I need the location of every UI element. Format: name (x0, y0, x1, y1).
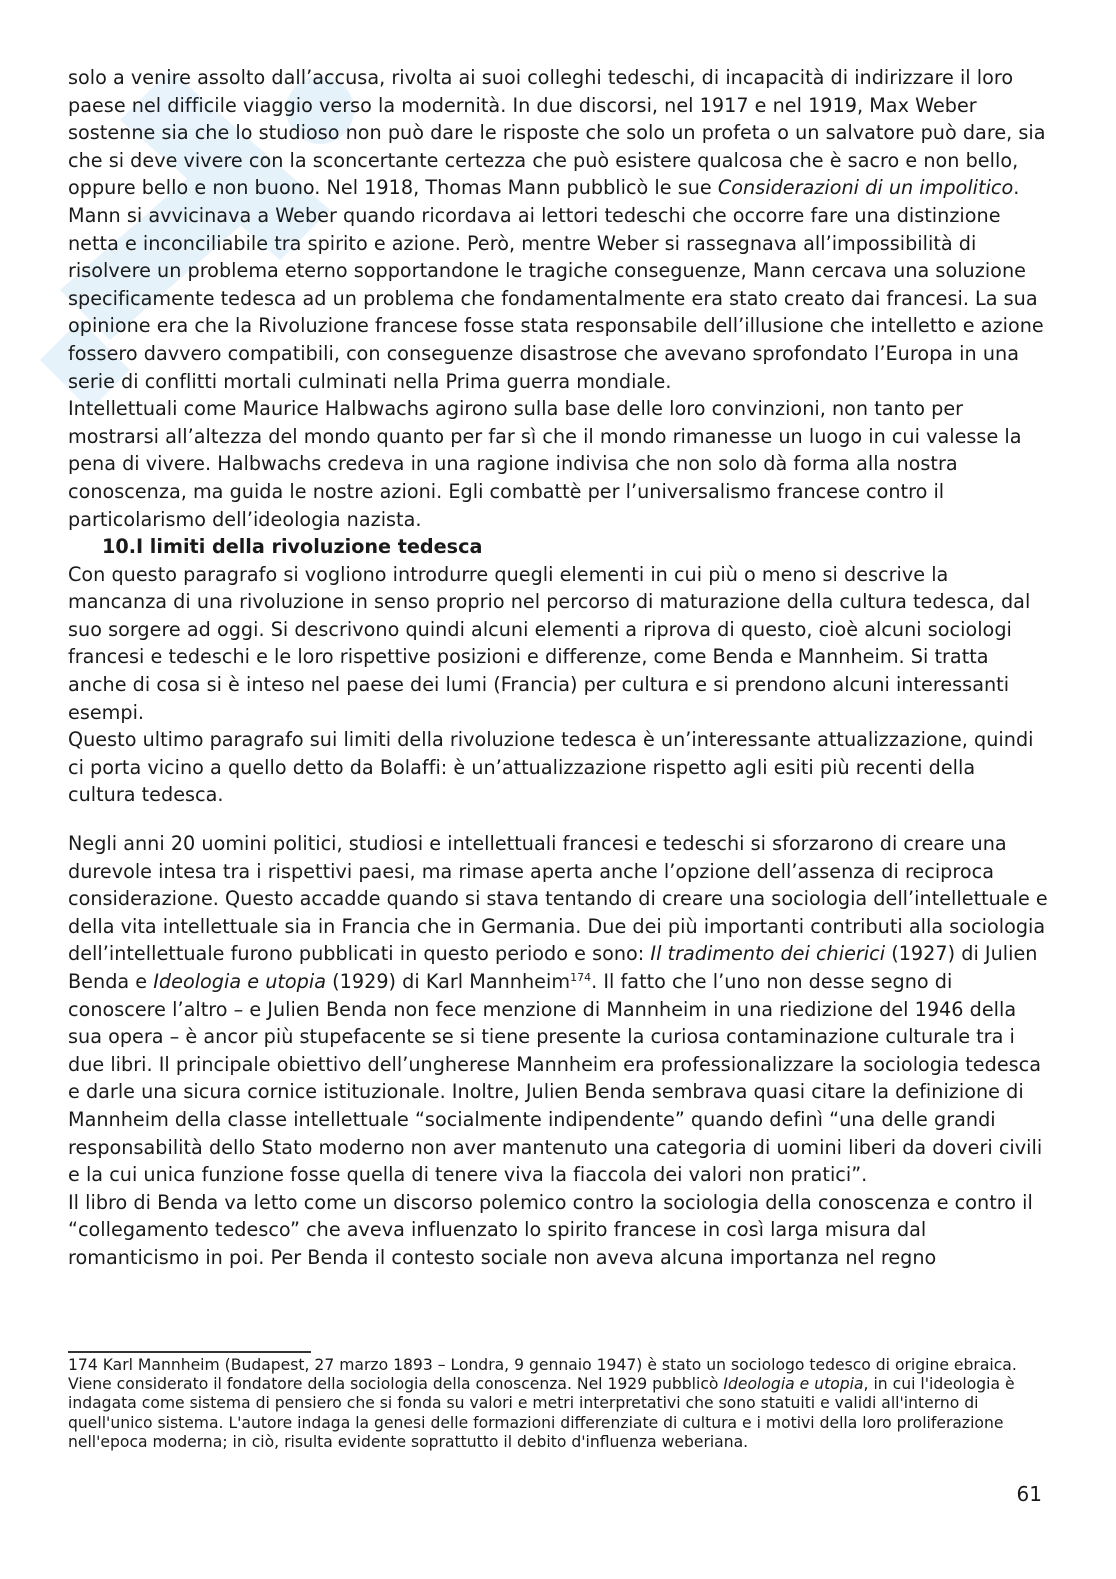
footnote-reference[interactable]: 174 (570, 971, 592, 984)
paragraph-text: Negli anni 20 uomini politici, studiosi e intellettuali francesi e tedeschi si sforzarono di creare una durevole intesa tra i rispettivi paesi, ma rimase aperta anche l’opzione dell’assenza di reciproca considerazione. Questo accadde quando si stava tentando di creare una sociologia dell’intellettuale e della vita intellettuale sia in Francia che in Germania. Due dei più importanti contributi alla sociologia dell’intellettuale furono pubblicati in questo periodo e sono: (68, 832, 1048, 966)
paragraph-actualization: Questo ultimo paragrafo sui limiti della rivoluzione tedesca è un’interessante attualizzazione, quindi ci porta vicino a quello detto da Bolaffi: è un’attualizzazione rispetto agli esiti più recenti della cultura tedesca. (68, 728, 1034, 807)
paragraph-gap (68, 809, 1048, 830)
paragraph-text: . Il fatto che l’uno non desse segno di conoscere l’altro – e Julien Benda non fece menzione di Mannheim in una riedizione del 1946 della sua opera – è ancor più stupefacente se si tiene presente la curiosa contaminazione culturale tra i due libri. Il principale obiettivo dell’ungherese Mannheim era professionalizzare la sociologia tedesca e darle una sicura cornice istituzionale. Inoltre, Julien Benda sembrava quasi citare la definizione di Mannheim della classe intellettuale “socialmente indipendente” quando definì “una delle grandi responsabilità dello Stato moderno non aver mantenuto una categoria di uomini liberi da doveri civili e la cui unica funzione fosse quella di tenere viva la fiaccola dei valori non pratici”. (68, 970, 1043, 1187)
paragraph-text: (1929) di Karl Mannheim (326, 970, 571, 993)
book-title: Ideologia e utopia (153, 970, 327, 993)
document-page (68, 64, 1048, 1272)
paragraph-weber-mann (68, 64, 1048, 395)
paragraph-text: (1927) di Julien Benda e (68, 942, 1038, 993)
paragraph-halbwachs: Intellettuali come Maurice Halbwachs agirono sulla base delle loro convinzioni, non tanto per mostrarsi all’altezza del mondo quanto per far sì che il mondo rimanesse un luogo in cui valesse la pena di vivere. Halbwachs credeva in una ragione indivisa che non solo dà forma alla nostra conoscenza, ma guida le nostre azioni. Egli combattè per l’universalismo francese contro il particolarismo dell’ideologia nazista. (68, 397, 1022, 531)
footnote-divider (68, 1351, 311, 1353)
paragraph-introduction: Con questo paragrafo si vogliono introdurre quegli elementi in cui più o meno si descrive la mancanza di una rivoluzione in senso proprio nel percorso di maturazione della cultura tedesca, dal suo sorgere ad oggi. Si descrivono quindi alcuni elementi a riprova di questo, cioè alcuni sociologi francesi e tedeschi e le loro rispettive posizioni e differenze, come Benda e Mannheim. Si tratta anche di cosa si è inteso nel paese dei lumi (Francia) per cultura e si prendono alcuni interessanti esempi. (68, 562, 1031, 724)
footnote-text: , in cui l'ideologia è indagata come sistema di pensiero che si fonda su valori e metri interpretativi che sono statuiti e validi all'interno di quell'unico sistema. L'autore indaga la genesi delle formazioni differenziate di cultura e i motivi della loro proliferazione nell'epoca moderna; in ciò, risulta evidente soprattutto il debito d'influenza weberiana. (68, 1375, 1015, 1451)
page-number: 61 (1016, 1482, 1042, 1506)
book-title: Il tradimento dei chierici (650, 942, 886, 966)
paragraph-text: . Mann si avvicinava a Weber quando ricordava ai lettori tedeschi che occorre fare una distinzione netta e inconciliabile tra spirito e azione. Però, mentre Weber si rassegnava all’impossibilità di risolvere un problema eterno sopportandone le tragiche conseguenze, Mann cercava una soluzione specificamente tedesca ad un problema che fondamentalmente era stato creato dai francesi. La sua opinione era che la Rivoluzione francese fosse stata responsabile dell’illusione che intelletto e azione fossero davvero compatibili, con conseguenze disastrose che avevano sprofondato l’Europa in una serie di conflitti mortali culminati nella Prima guerra mondiale. (68, 176, 1044, 393)
footnote-text: 174 Karl Mannheim (Budapest, 27 marzo 1893 – Londra, 9 gennaio 1947) è stato un sociologo tedesco di origine ebraica. Viene considerato il fondatore della sociologia della conoscenza. Nel 1929 pubblicò (68, 1356, 1017, 1394)
paragraph-benda-book: Il libro di Benda va letto come un discorso polemico contro la sociologia della conoscenza e contro il “collegamento tedesco” che aveva influenzato lo spirito francese in così larga misura dal romanticismo in poi. Per Benda il contesto sociale non aveva alcuna importanza nel regno (68, 1190, 1033, 1269)
section-heading: 10.I limiti della rivoluzione tedesca (102, 535, 483, 559)
footnote-book-title: Ideologia e utopia (723, 1375, 864, 1394)
footnote-174 (68, 1356, 1048, 1452)
paragraph-text: solo a venire assolto dall’accusa, rivolta ai suoi colleghi tedeschi, di incapacità di indirizzare il loro paese nel difficile viaggio verso la modernità. In due discorsi, nel 1917 e nel 1919, Max Weber sostenne sia che lo studioso non può dare le risposte che solo un profeta o un salvatore può dare, sia che si deve vivere con la sconcertante certezza che può esistere qualcosa che è sacro e non bello, oppure bello e non buono. Nel 1918, Thomas Mann pubblicò le sue (68, 66, 1046, 200)
paragraph-benda-mannheim (68, 830, 1048, 1189)
book-title: Considerazioni di un impolitico (717, 176, 1014, 200)
